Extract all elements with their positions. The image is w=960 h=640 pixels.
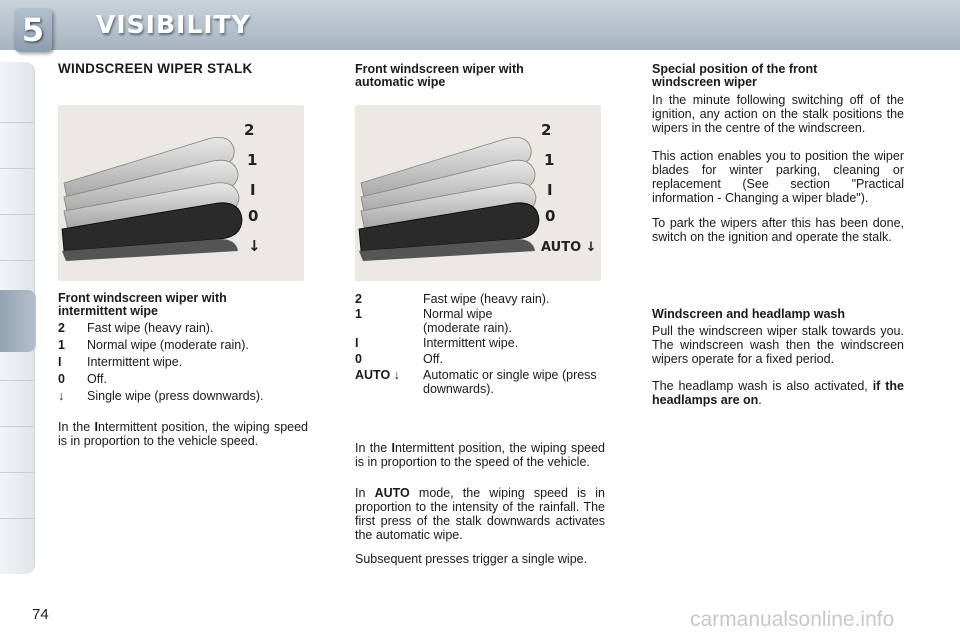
note-text: . [758,393,762,407]
intermittent-note [58,420,308,448]
note-text: mode, the wiping speed is in proportion to the intensity of the rainfall. The first press of the stalk downwards activates the automatic wipe. [355,486,605,542]
note-text: ntermittent position, the wiping speed is in proportion to the vehicle speed. [58,420,308,448]
legend-key: 2 [58,321,65,335]
note-bold: I [391,441,396,455]
legend-text: Normal wipe (moderate rain). [87,338,249,352]
chapter-number-badge [14,8,52,52]
side-tab-divider [0,472,34,473]
chapter-title: VISIBILITY [96,10,251,39]
paragraph: To park the wipers after this has been done, switch on the ignition and operate the stalk. [652,216,904,244]
section-heading: Front windscreen wiper with automatic wipe [355,62,524,89]
figure-label-2: 2 [541,121,552,139]
paragraph: This action enables you to position the wiper blades for winter parking, cleaning or replacement (See section "Practical information - Changing a wiper blade"). [652,149,904,205]
figure-label-2: 2 [244,121,255,139]
figure-label-0: 0 [248,207,259,225]
note-bold: if the headlamps are on [652,379,905,407]
subsection-heading: Front windscreen wiper with intermittent wipe [58,291,227,318]
side-tab-divider [0,122,34,123]
legend-key: AUTO ↓ [355,368,400,382]
figure-label-0: 0 [545,207,556,225]
watermark: carmanualsonline.info [690,608,895,631]
figure-label-arrow: ↓ [248,237,261,255]
section-heading: Special position of the front windscreen wiper [652,62,818,89]
note-text: In [355,486,375,500]
subsequent-press-note: Subsequent presses trigger a single wipe. [355,552,588,566]
headlamp-wash-note [652,379,904,407]
auto-mode-note [355,486,605,542]
legend-text: Automatic or single wipe (press downwards). [423,368,597,396]
auto-wiper-stalk-figure [355,105,601,281]
legend-key: ↓ [58,389,65,403]
legend-text: Fast wipe (heavy rain). [423,292,550,306]
note-bold: AUTO [374,486,410,500]
wiper-stalk-figure [58,105,304,281]
chapter-number: 5 [21,11,45,49]
legend-key: 0 [58,372,65,386]
legend-text: Intermittent wipe. [423,336,519,350]
chapter-header [0,0,960,50]
legend-text: Fast wipe (heavy rain). [87,321,214,335]
legend-text: Normal wipe (moderate rain). [423,307,512,335]
side-tab-divider [0,518,34,519]
legend-key: 1 [58,338,65,352]
note-text: ntermittent position, the wiping speed is in proportion to the speed of the vehicle. [355,441,605,469]
section-heading: Windscreen and headlamp wash [652,307,845,321]
note-bold: I [94,420,99,434]
legend-text: Single wipe (press downwards). [87,389,264,403]
legend-text: Off. [423,352,443,366]
section-title: WINDSCREEN WIPER STALK [58,61,253,76]
intermittent-note [355,441,605,469]
legend-key: I [58,355,62,369]
figure-label-auto: AUTO ↓ [541,240,597,255]
page-number: 74 [32,606,49,623]
side-tab-divider [0,380,34,381]
side-tab-active[interactable] [0,290,36,352]
side-tab-divider [0,214,34,215]
side-tab-strip [0,62,35,574]
legend-text: Off. [87,372,107,386]
side-tab-divider [0,168,34,169]
legend-key: 2 [355,292,362,306]
legend-key: I [355,336,359,350]
legend-key: 0 [355,352,362,366]
note-text: In the [355,441,392,455]
side-tab-divider [0,260,34,261]
figure-label-1: 1 [247,151,258,169]
paragraph: Pull the windscreen wiper stalk towards you. The windscreen wash then the windscreen wipers operate for a fixed period. [652,324,904,366]
side-tab-divider [0,426,34,427]
legend-key: 1 [355,307,362,321]
paragraph: In the minute following switching off of the ignition, any action on the stalk positions the wipers in the centre of the windscreen. [652,93,904,135]
legend-text: Intermittent wipe. [87,355,183,369]
figure-label-intermittent: I [547,181,553,199]
note-text: The headlamp wash is also activated, [652,379,873,393]
note-text: In the [58,420,95,434]
figure-label-1: 1 [544,151,555,169]
figure-label-intermittent: I [250,181,256,199]
